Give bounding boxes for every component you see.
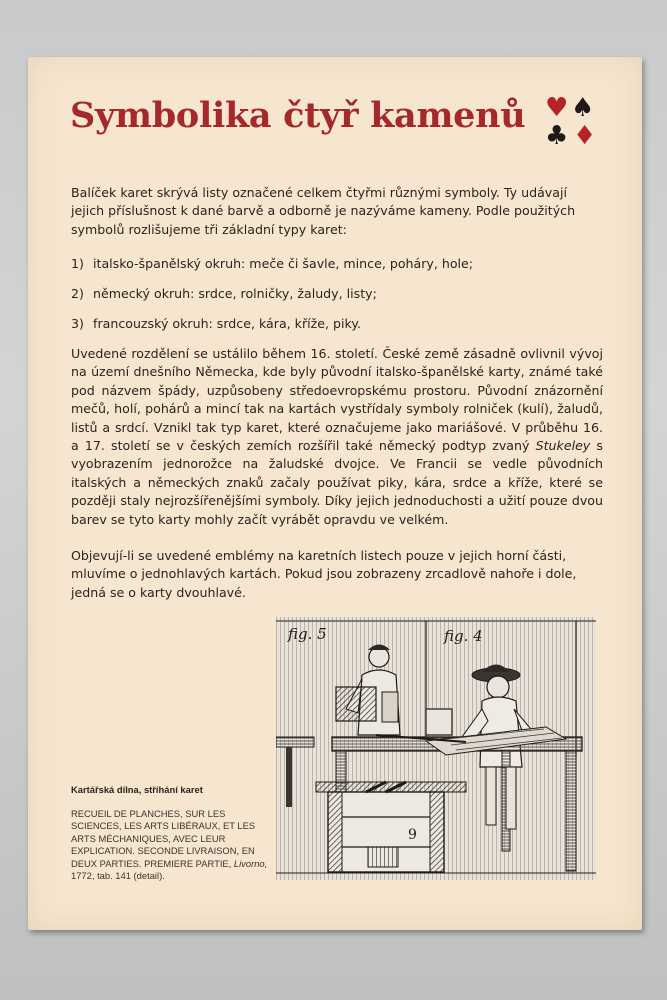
press-number: 9 — [408, 827, 417, 843]
list-number: 3) — [71, 316, 84, 331]
suit-symbols — [541, 95, 601, 153]
history-text-end: s vyobrazením jednorožce na žaludské dvojce. Ve Francii se vedle původních italských a německých znaků začaly používat piky, kára, srdce a kříže, které se později staly nejrozšířenějšími symboly. Díky jejich jednoduchosti a užití pouze dvou barev se tyto karty mohly začít vyrábět opravdu ve velkém. — [71, 438, 603, 527]
heart-icon: ♥ — [545, 93, 569, 123]
caption-end: 1772, tab. 141 (detail). — [71, 870, 165, 882]
fig-label-right: fig. 4 — [444, 627, 483, 645]
engraving-image — [276, 617, 596, 880]
list-number: 2) — [71, 286, 84, 301]
card-workshop-engraving — [276, 617, 596, 880]
caption-title: Kartářská dílna, stříhání karet — [71, 784, 203, 795]
list-text: italsko-španělský okruh: meče či šavle, mince, poháry, hole; — [93, 256, 474, 271]
fig-label-left: fig. 5 — [288, 625, 327, 643]
history-text: Uvedené rozdělení se ustálilo během 16. století. České země zásadně ovlivnil vývoj na území dnešního Německa, kde byly původní italsko-španělské karty, známé také pod názvem špády, uzpůsobeny středoevropskému prostoru. Původní znázornění mečů, holí, pohárů a mincí tak na kartách vystřídaly symboly rolniček (kulí), žaludů, listů a srdcí. Vznikl tak typ karet, které označujeme jako mariášové. V průběhu 16. a 17. století se v českých zemích rozšířil také německý podtyp zvaný — [71, 346, 603, 454]
club-icon: ♣ — [545, 121, 569, 151]
list-item — [71, 255, 603, 273]
emblem-paragraph: Objevují-li se uvedené emblémy na karetních listech pouze v jejich horní části, mluvíme o jednohlavých kartách. Pokud jsou zobrazeny zrcadlově nahoře i dole, jedná se o karty dvouhlavé. — [71, 548, 577, 600]
stukeley-term: Stukeley — [535, 438, 591, 454]
caption-source: RECUEIL DE PLANCHES, SUR LES SCIENCES, LES ARTS LIBÉRAUX, ET LES ARTS MÉCHANIQUES, AVEC LEUR EXPLICATION. SECONDE LIVRAISON, EN DEUX PARTIES. PREMIERE PARTIE, — [71, 808, 256, 869]
diamond-icon: ♦ — [573, 121, 597, 151]
list-text: francouzský okruh: srdce, kára, kříže, piky. — [93, 316, 362, 331]
history-paragraph — [71, 345, 603, 529]
info-panel — [28, 57, 642, 930]
list-text: německý okruh: srdce, rolničky, žaludy, listy; — [93, 286, 377, 301]
caption-body — [71, 808, 271, 882]
list-number: 1) — [71, 256, 84, 271]
intro-paragraph: Balíček karet skrývá listy označené celkem čtyřmi různými symboly. Ty udávají jejich příslušnost k dané barvě a odborně je nazýváme kameny. Podle použitých symbolů rozlišujeme tři základní typy karet: — [71, 185, 576, 237]
spade-icon: ♠ — [571, 93, 595, 123]
list-item — [71, 285, 603, 303]
list-item — [71, 315, 603, 333]
caption-place: Livorno, — [233, 857, 268, 869]
panel-title: Symbolika čtyř kamenů — [70, 95, 526, 136]
